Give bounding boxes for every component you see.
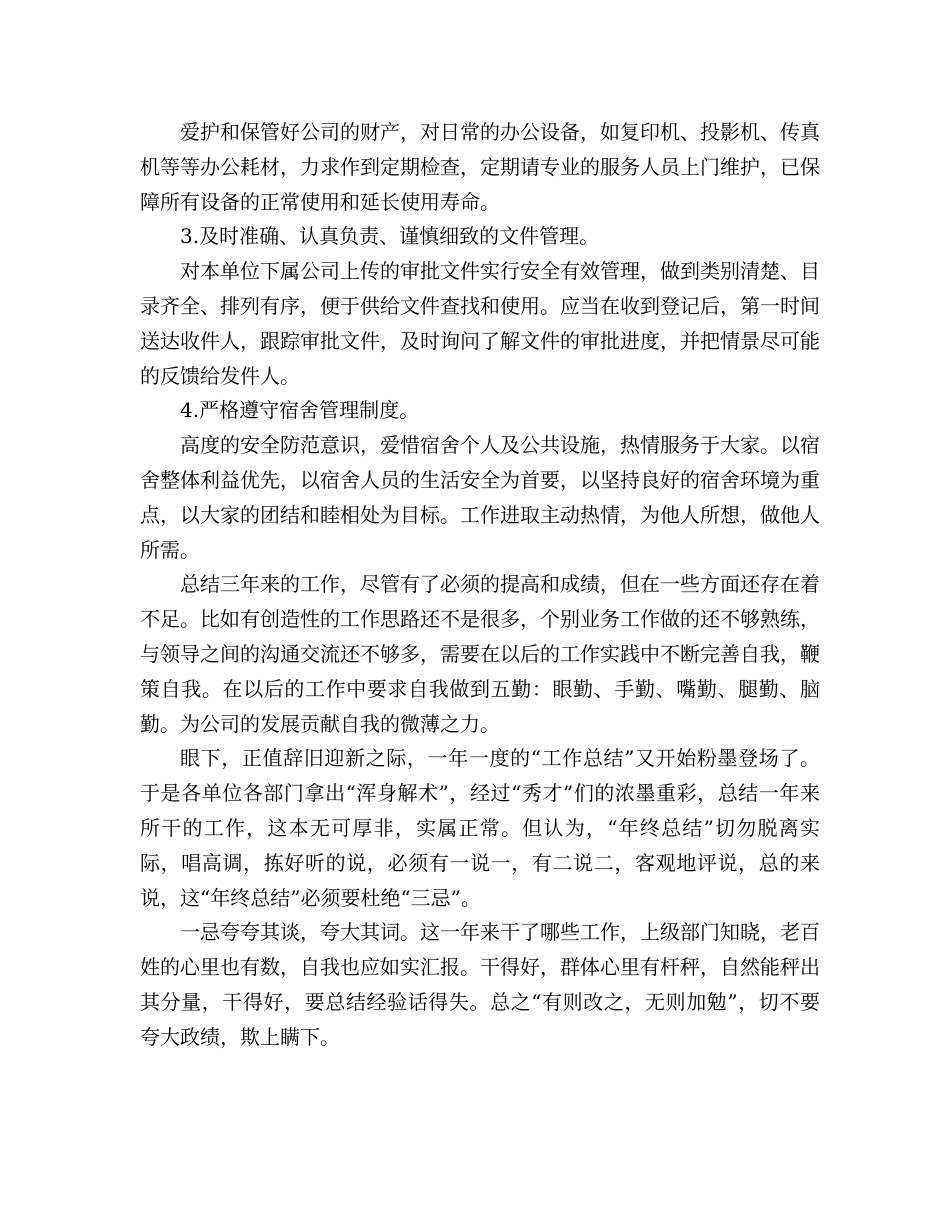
heading-dormitory-rules: 4.严格遵守宿舍管理制度。: [180, 398, 420, 423]
paragraph-file-management: 对本单位下属公司上传的审批文件实行安全有效管理，做到类别清楚、目录齐全、排列有序，便于供给文件查找和使用。应当在收到登记后，第一时间送达收件人，跟踪审批文件，及时询问了解文件的审批进度，并把情景尽可能的反馈给发件人。: [140, 259, 820, 388]
paragraph-asset-care: 爱护和保管好公司的财产，对日常的办公设备，如复印机、投影机、传真机等等办公耗材，力求作到定期检查，定期请专业的服务人员上门维护，已保障所有设备的正常使用和延长使用寿命。: [140, 120, 820, 214]
paragraph-first-taboo: 一忌夸夸其谈，夸大其词。这一年来干了哪些工作，上级部门知晓，老百姓的心里也有数，自我也应如实汇报。干得好，群体心里有杆秤，自然能秤出其分量，干得好，要总结经验话得失。总之“有则改之，无则加勉”，切不要夸大政绩，欺上瞒下。: [140, 920, 820, 1049]
paragraph-three-year-summary: 总结三年来的工作，尽管有了必须的提高和成绩，但在一些方面还存在着不足。比如有创造性的工作思路还不是很多，个别业务工作做的还不够熟练，与领导之间的沟通交流还不够多，需要在以后的工作实践中不断完善自我，鞭策自我。在以后的工作中要求自我做到五勤：眼勤、手勤、嘴勤、腿勤、脑勤。为公司的发展贡献自我的微薄之力。: [140, 572, 820, 736]
heading-file-management: 3.及时准确、认真负责、谨慎细致的文件管理。: [180, 224, 600, 249]
paragraph-year-end-summary: 眼下，正值辞旧迎新之际，一年一度的“工作总结”又开始粉墨登场了。于是各单位各部门拿出“浑身解术”，经过“秀才”们的浓墨重彩，总结一年来所干的工作，这本无可厚非，实属正常。但认为，“年终总结”切勿脱离实际，唱高调，拣好听的说，必须有一说一，有二说二，客观地评说，总的来说，这“年终总结”必须要杜绝“三忌”。: [140, 746, 820, 910]
document-body: [140, 115, 820, 1055]
paragraph-dormitory-rules: 高度的安全防范意识，爱惜宿舍个人及公共设施，热情服务于大家。以宿舍整体利益优先，以宿舍人员的生活安全为首要，以坚持良好的宿舍环境为重点，以大家的团结和睦相处为目标。工作进取主动热情，为他人所想，做他人所需。: [140, 433, 820, 562]
